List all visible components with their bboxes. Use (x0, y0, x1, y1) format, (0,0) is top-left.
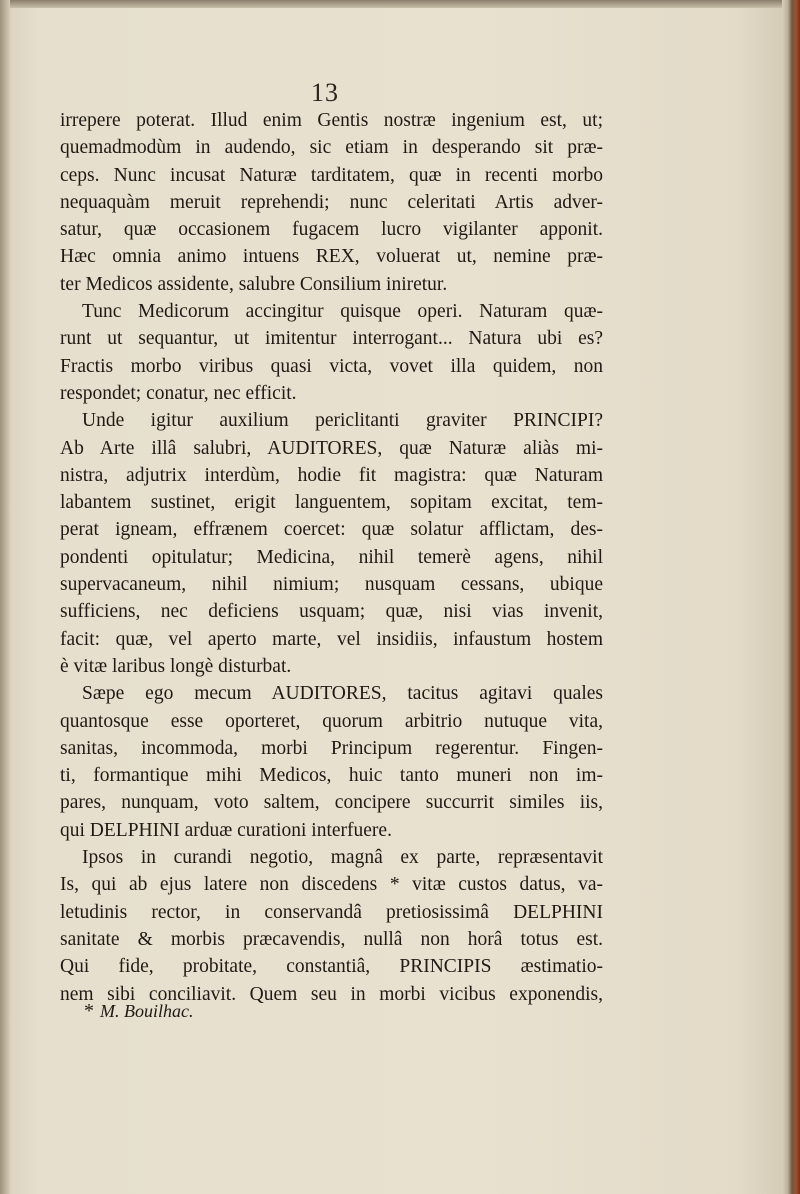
text-line: Ipsos in curandi negotio, magnâ ex parte, repræsentavit (82, 847, 603, 869)
page-gutter-shadow (0, 0, 10, 1194)
text-line: ter Medicos assidente, salubre Consilium iniretur. (60, 273, 448, 295)
page-number: 13 (311, 78, 339, 107)
text-line: supervacaneum, nihil nimium; nusquam cessans, ubique (60, 574, 603, 596)
text-line: Unde igitur auxilium periclitanti graviter PRINCIPI? (82, 410, 603, 432)
text-line: Tunc Medicorum accingitur quisque operi. Naturam quæ- (82, 301, 603, 323)
footnote-marker: * (84, 1000, 94, 1022)
text-line: Qui fide, probitate, constantiâ, PRINCIPIS æstimatio- (60, 956, 603, 978)
text-line: pondenti opitulatur; Medicina, nihil temerè agens, nihil (60, 546, 603, 568)
page-edge-top (0, 0, 800, 8)
text-line: pares, nunquam, voto saltem, concipere succurrit similes iis, (60, 792, 603, 814)
text-line: sufficiens, nec deficiens usquam; quæ, nisi vias invenit, (60, 601, 603, 623)
text-line: respondet; conatur, nec efficit. (60, 382, 297, 404)
text-line: nequaquàm meruit reprehendi; nunc celeritati Artis adver- (60, 191, 603, 213)
text-line: Fractis morbo viribus quasi victa, vovet illa quidem, non (60, 355, 603, 377)
page-edge-right (782, 0, 800, 1194)
text-line: satur, quæ occasionem fugacem lucro vigilanter apponit. (60, 219, 603, 241)
text-line: qui DELPHINI arduæ curationi interfuere. (60, 819, 392, 841)
text-line: letudinis rector, in conservandâ pretiosissimâ DELPHINI (60, 901, 603, 923)
text-line: sanitate & morbis præcavendis, nullâ non horâ totus est. (60, 928, 603, 950)
body-text (60, 107, 603, 1008)
text-line: quantosque esse oporteret, quorum arbitrio nutuque vita, (60, 710, 603, 732)
text-line: quemadmodùm in audendo, sic etiam in desperando sit præ- (60, 137, 603, 159)
footnote-text: M. Bouilhac. (100, 1001, 194, 1021)
footnote (84, 1000, 193, 1023)
text-line: Sæpe ego mecum AUDITORES, tacitus agitavi quales (82, 683, 603, 705)
text-line: Ab Arte illâ salubri, AUDITORES, quæ Naturæ aliàs mi- (60, 437, 603, 459)
text-line: nem sibi conciliavit. Quem seu in morbi vicibus exponendis, (60, 983, 603, 1005)
text-line: nistra, adjutrix interdùm, hodie fit magistra: quæ Naturam (60, 464, 603, 486)
text-line: perat igneam, effrænem coercet: quæ solatur afflictam, des- (60, 519, 603, 541)
text-line: ti, formantique mihi Medicos, huic tanto muneri non im- (60, 765, 603, 787)
text-line: facit: quæ, vel aperto marte, vel insidiis, infaustum hostem (60, 628, 603, 650)
text-line: ceps. Nunc incusat Naturæ tarditatem, quæ in recenti morbo (60, 164, 603, 186)
text-line: sanitas, incommoda, morbi Principum regerentur. Fingen- (60, 737, 603, 759)
text-line: irrepere poterat. Illud enim Gentis nostræ ingenium est, ut; (60, 110, 603, 131)
text-line: Hæc omnia animo intuens REX, voluerat ut, nemine præ- (60, 246, 603, 268)
text-line: labantem sustinet, erigit languentem, sopitam excitat, tem- (60, 492, 603, 514)
text-line: è vitæ laribus longè disturbat. (60, 655, 292, 677)
text-line: runt ut sequantur, ut imitentur interrogant... Natura ubi es? (60, 328, 603, 350)
text-line: Is, qui ab ejus latere non discedens * vitæ custos datus, va- (60, 874, 603, 896)
